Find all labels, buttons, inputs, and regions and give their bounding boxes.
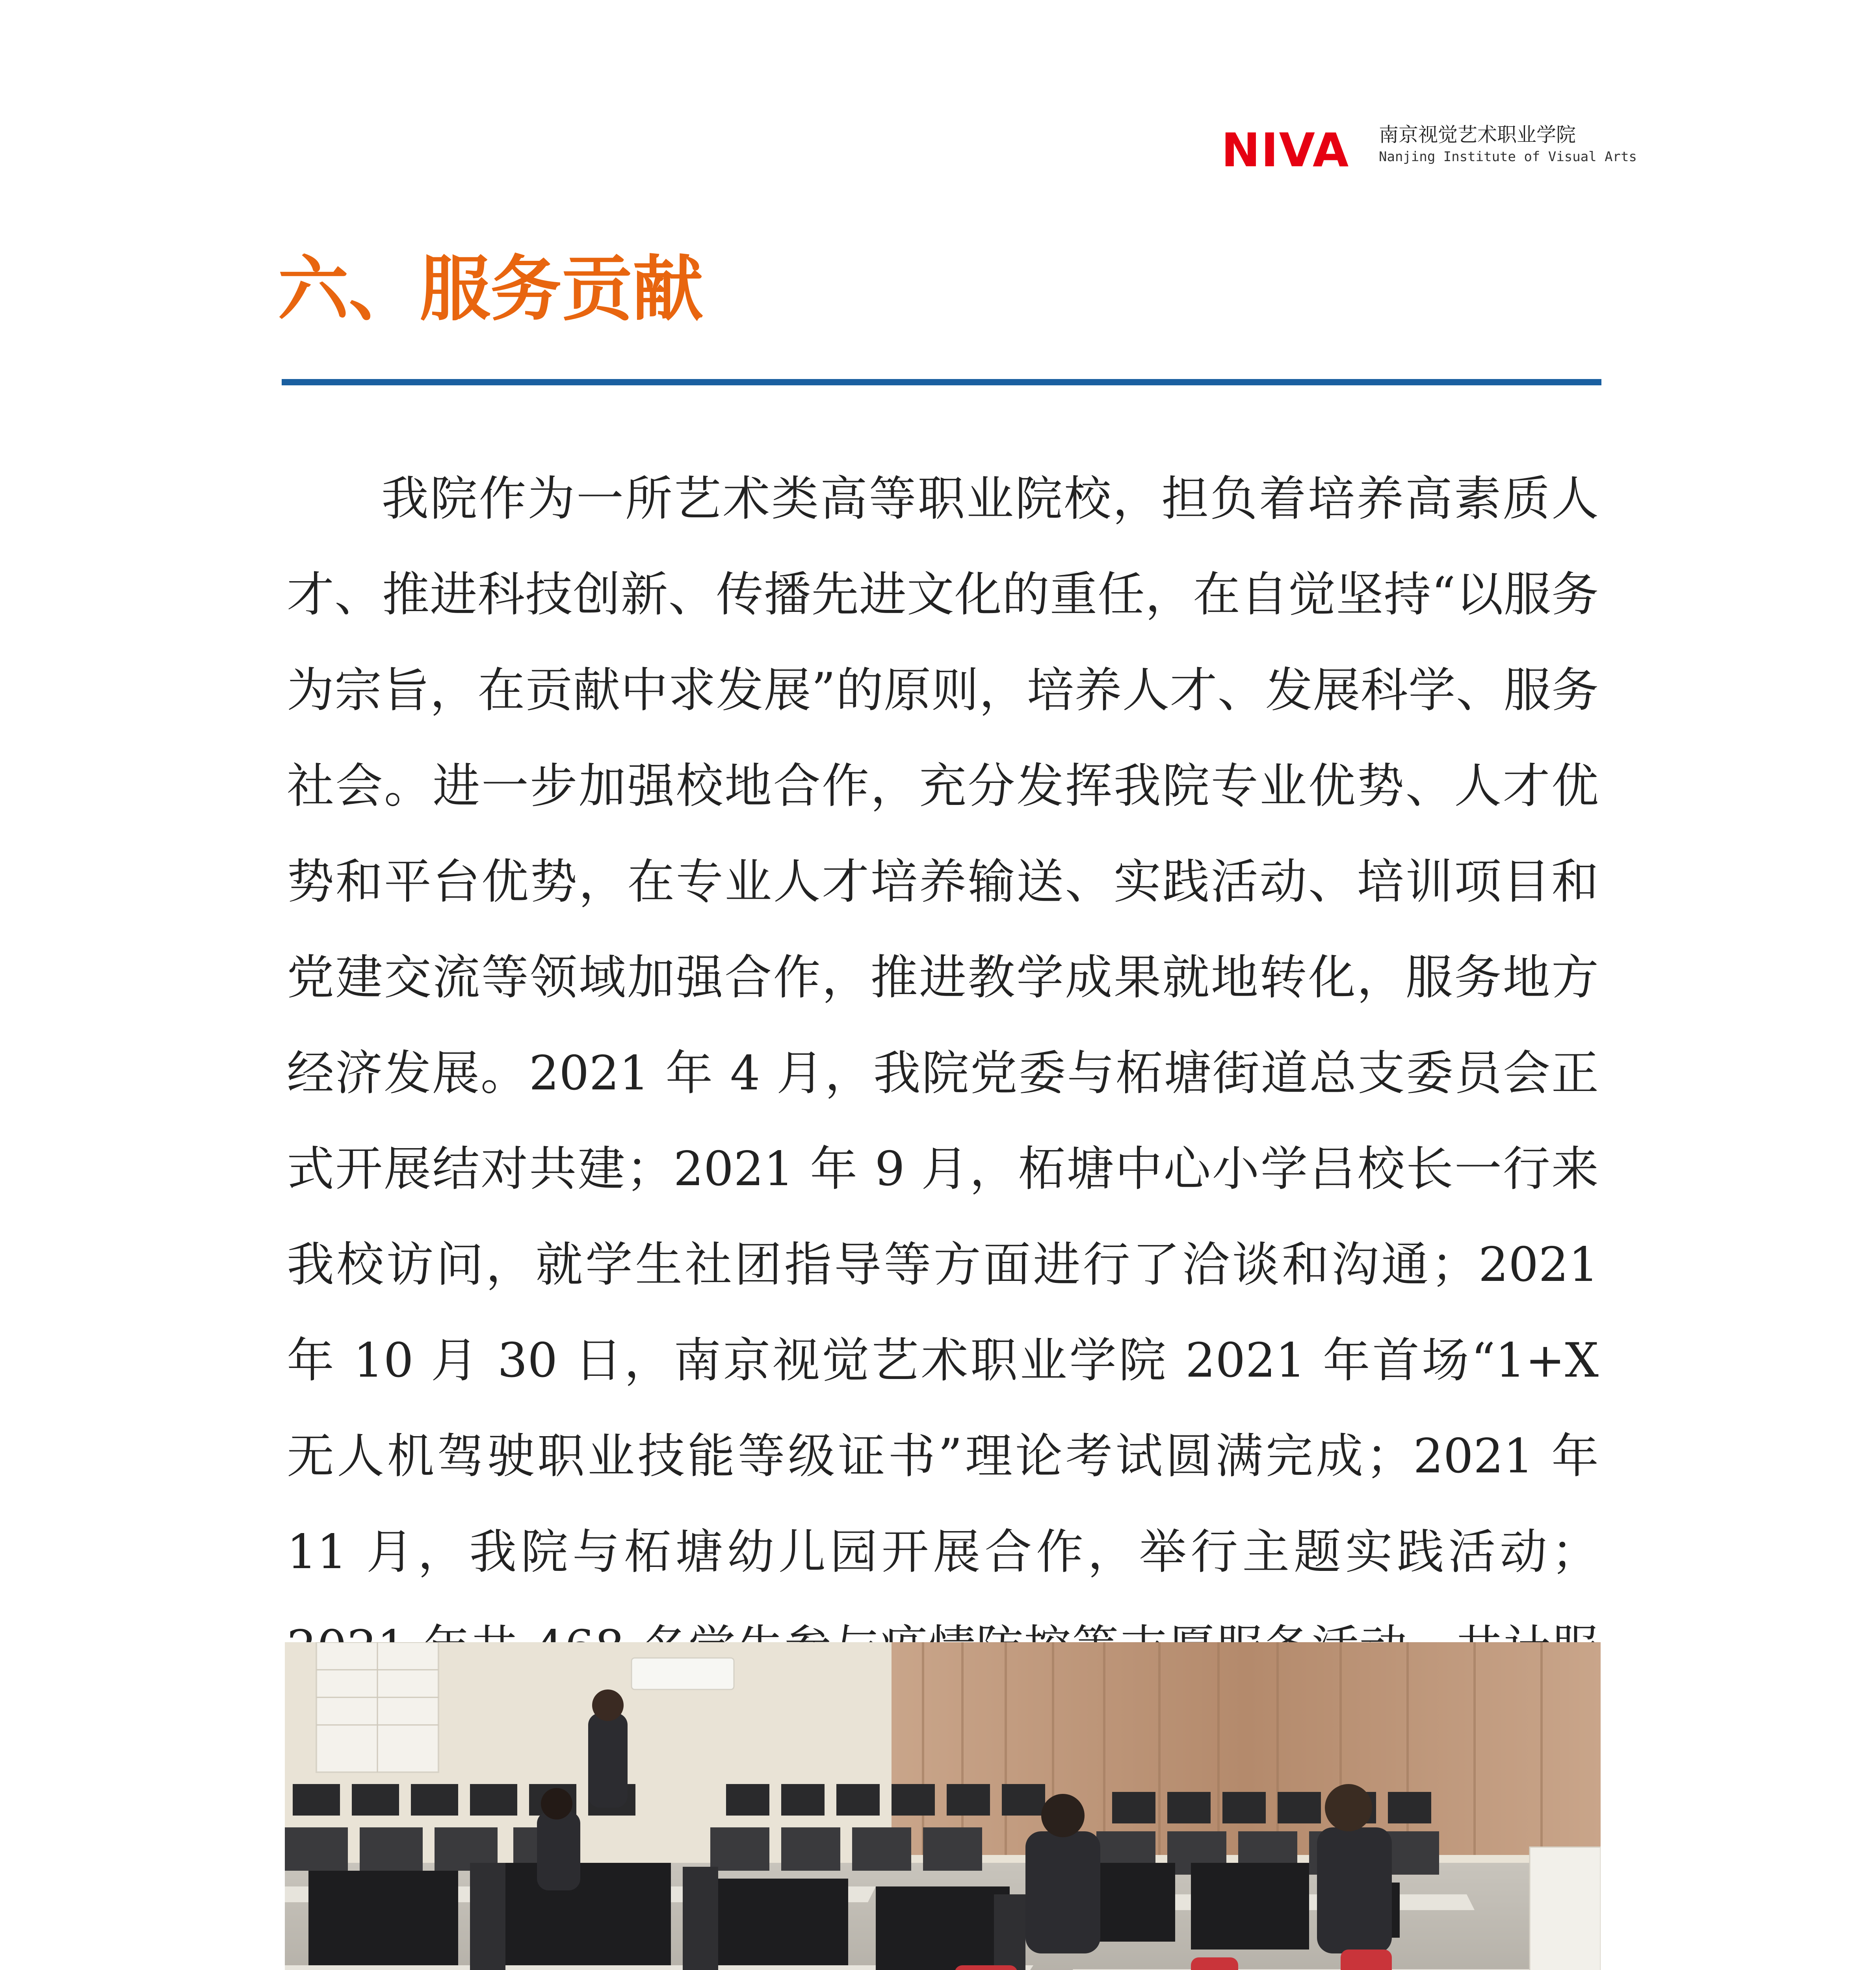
school-name-cn: 南京视觉艺术职业学院 (1379, 123, 1576, 146)
school-logo (1221, 118, 1637, 177)
body-paragraph: 我院作为一所艺术类高等职业院校，担负着培养高素质人才、推进科技创新、传播先进文化的重任，在自觉坚持“以服务为宗旨，在贡献中求发展”的原则，培养人才、发展科学、服务社会。进一步加强校地合作，充分发挥我院专业优势、人才优势和平台优势，在专业人才培养输送、实践活动、培训项目和党建交流等领域加强合作，推进教学成果就地转化，服务地方经济发展。2021 年 4 月，我院党委与柘塘街道总支委员会正式开展结对共建；2021 年 9 月，柘塘中心小学吕校长一行来我校访问，就学生社团指导等方面进行了洽谈和沟通；2021 年 10 月 30 日，南京视觉艺术职业学院 2021 年首场“1+X 无人机驾驶职业技能等级证书”理论考试圆满完成；2021 年 11 月，我院与柘塘幼儿园开展合作，举行主题实践活动； (287, 472, 1599, 1580)
exam-room-photo (285, 1642, 1601, 1970)
title-divider (282, 379, 1601, 385)
section-title: 六、服务贡献 (278, 248, 704, 331)
school-name-en: Nanjing Institute of Visual Arts (1379, 149, 1637, 165)
logo-mark: NIVA (1221, 123, 1350, 177)
